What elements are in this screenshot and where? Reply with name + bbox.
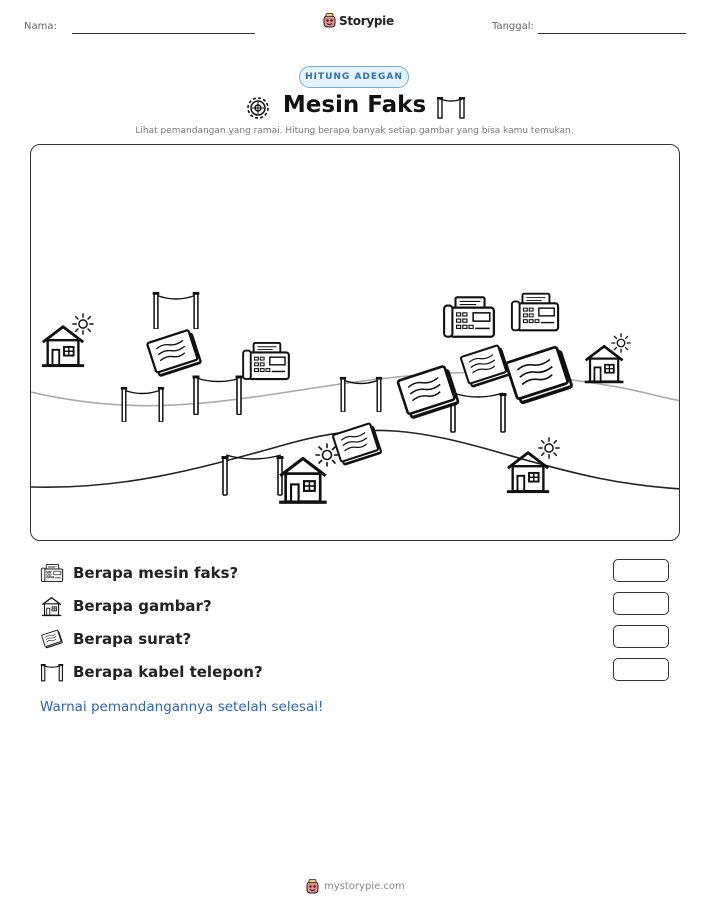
storypie-logo	[323, 13, 394, 28]
telephone-pole	[236, 376, 243, 415]
telephone-pole	[153, 292, 160, 329]
telephone-pole	[340, 377, 346, 412]
letter-stack	[397, 365, 458, 419]
telephone-pole	[222, 456, 229, 495]
coloring-note: Warnai pemandangannya setelah selesai!	[40, 699, 324, 715]
back-hill	[31, 372, 680, 405]
answer-box-letter[interactable]	[613, 625, 669, 648]
answer-box-fax[interactable]	[613, 559, 669, 582]
letter-stack	[506, 346, 572, 404]
answer-box-wire[interactable]	[613, 658, 669, 681]
letter-stack	[461, 345, 510, 388]
page-title: Mesin Faks	[282, 92, 427, 118]
house-picture	[507, 453, 549, 493]
fax-machine	[444, 297, 494, 336]
telephone-pole	[193, 376, 200, 415]
fax-machine-icon	[40, 563, 64, 583]
telephone-wire-icon	[436, 95, 466, 119]
question-row-wire	[40, 659, 263, 685]
telephone-pole	[376, 377, 382, 412]
sun-icon	[316, 444, 338, 466]
footer-site: mystorypie.com	[324, 881, 405, 892]
date-label: Tanggal:	[492, 21, 534, 32]
question-text: Berapa gambar?	[73, 597, 212, 615]
telephone-pole	[500, 393, 507, 432]
storypie-mascot-icon	[323, 13, 336, 28]
house-picture	[585, 346, 624, 383]
letter-icon	[40, 628, 64, 650]
question-text: Berapa kabel telepon?	[73, 663, 263, 681]
storypie-mascot-icon	[306, 879, 319, 894]
name-label: Nama:	[24, 21, 57, 32]
category-badge: HITUNG ADEGAN	[299, 66, 409, 88]
fax-machine	[512, 294, 558, 331]
sun-icon	[612, 334, 630, 352]
answer-box-picture[interactable]	[613, 592, 669, 615]
scene-illustration	[31, 145, 680, 541]
letter-stack	[333, 423, 382, 466]
fax-machine	[243, 343, 289, 379]
footer	[306, 879, 405, 894]
question-text: Berapa surat?	[73, 630, 192, 648]
instruction-text: Lihat pemandangan yang ramai. Hitung berapa banyak setiap gambar yang bisa kamu temukan.	[135, 126, 574, 136]
question-row-picture	[40, 593, 212, 619]
date-line[interactable]	[538, 33, 686, 34]
sun-icon	[73, 314, 93, 334]
counting-scene	[30, 144, 680, 541]
question-row-fax	[40, 560, 238, 586]
question-text: Berapa mesin faks?	[73, 564, 239, 582]
sun-icon	[539, 438, 559, 458]
question-row-letter	[40, 626, 191, 652]
telephone-pole	[121, 387, 127, 422]
house-picture	[279, 458, 327, 503]
telephone-pole	[193, 292, 200, 329]
house-icon	[40, 595, 64, 617]
name-line[interactable]	[72, 33, 255, 34]
telephone-pole	[158, 387, 164, 422]
telephone-wire-icon	[40, 662, 64, 682]
letter-stack	[147, 329, 201, 376]
brand-name: Storypie	[339, 13, 394, 28]
house-picture	[42, 327, 84, 367]
